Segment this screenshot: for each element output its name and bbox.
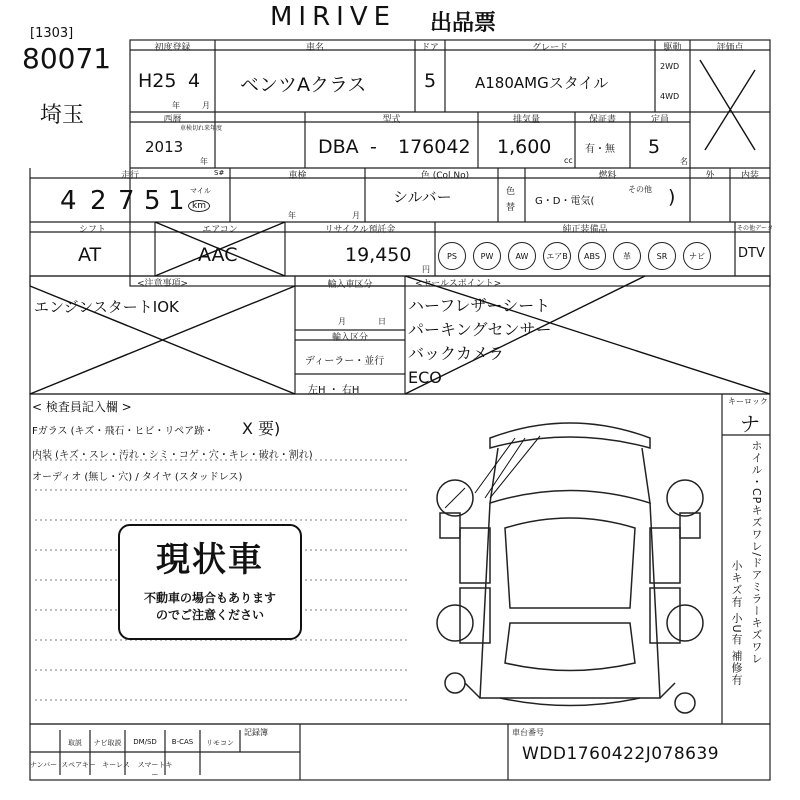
car-diagram [420,408,720,718]
mileage-unit-top: マイル [190,187,211,195]
stamp-line-2: のでご注意ください [155,608,264,622]
western-year-label: 西暦 [163,115,182,125]
sales-point-4: ECO [408,368,442,387]
capacity-label: 定員 [650,115,669,125]
warranty-label: 保証書 [588,115,616,125]
footer-item-spare-key: スペアキー [61,761,96,769]
equipment-label: 純正装備品 [562,225,608,235]
stamp-box [118,524,302,640]
region: 埼玉 [40,103,85,128]
sales-point-2: パーキングセンサー [408,320,552,339]
lot-number: 80071 [22,42,112,75]
caution-text: エンジンスタートIOK [34,298,179,316]
aircon-label: エアコン [202,225,238,235]
sales-point-list [408,294,552,390]
stamp-line-1: 不動車の場合もあります [143,591,276,605]
import-month: 月 [338,317,346,326]
outer-label: 外 [705,171,715,181]
equipment-aw: AW [508,242,536,270]
caution-label: <注意事項> [136,279,189,289]
brand-logo: MIRIVE [270,2,397,32]
equipment-airbag: エアB [543,242,571,270]
footer-item-remote: リモコン [206,739,234,747]
fuel-label: 燃料 [598,171,617,181]
vertical-note-2: 小キズ有 小U有 補修有 [730,560,743,687]
inspector-line-3: オーディオ (無し・穴) / タイヤ (スタッドレス) [32,472,243,483]
doors-label: ドア [421,43,439,53]
footer-item-smart-key: スマートキー [137,761,173,779]
keylock-label: キーロック [728,397,768,406]
footer-items-row-1 [60,738,300,748]
import-day: 日 [378,317,386,326]
color-change: 色替 [506,187,516,213]
footer-item-plate: ナンバー [30,761,58,769]
model-prefix: DBA [318,136,359,158]
vin-label: 車台番号 [512,728,544,737]
aircon-value: AAC [198,244,238,266]
fuel-options: G・D・電気( [535,196,595,207]
grade-label: グレード [531,43,568,53]
year-unit: 年 [172,101,180,110]
score-value [715,68,716,69]
form-title: 出品票 [430,11,497,36]
stamp-title: 現状車 [156,540,264,580]
western-year: 2013 [145,138,184,156]
model-dash: - [370,136,377,158]
displacement-label: 排気量 [512,115,540,125]
mileage-unit: km [188,200,210,212]
drive-4wd: 4WD [660,92,680,101]
vin-value: WDD1760422J078639 [522,744,720,764]
cc-unit: cc [564,156,573,165]
equipment-pw: PW [473,242,501,270]
equipment-leather: 革 [613,242,641,270]
import-label: 輸入車区分 [327,280,373,290]
recycle-label: リサイクル預託金 [324,225,396,235]
year-note: 車検切れ来年度 [180,125,223,132]
color-value: シルバー [393,188,452,206]
inspector-line-2: 内装 (キズ・スレ・汚れ・シミ・コゲ・穴・キレ・破れ・割れ) [32,450,313,461]
inspection-label: 車検 [288,171,307,181]
keylock-value: ナ [740,412,760,436]
mileage-digit-5: 1 [168,186,185,216]
footer-item-bcas: B-CAS [171,738,194,746]
car-name: ベンツAクラス [240,74,367,96]
inner-label: 内装 [740,171,759,181]
sales-point-label: <セールスポイント> [415,279,502,289]
mileage-digit-1: 4 [60,186,77,216]
western-year-unit: 年 [200,157,208,166]
equipment-navi: ナビ [683,242,711,270]
mileage-digit-4: 5 [144,186,161,216]
inspection-month-unit: 月 [352,211,360,220]
import-class-label: 輸入区分 [331,333,368,343]
footer-item-navi-manual: ナビ取説 [93,739,122,747]
month-unit: 月 [202,101,210,110]
reg-month: 4 [188,70,201,92]
warranty-value: 有・無 [585,144,615,155]
inspector-line-1-mark: X 要) [242,419,281,438]
footer-item-manual: 取説 [68,739,82,747]
first-reg-label: 初度登録 [154,43,191,53]
era-year: H25 [138,70,177,92]
sales-point-1: ハーフレザーシート [408,296,551,315]
equipment-abs: ABS [578,242,606,270]
inspector-line-1: Fガラス (キズ・飛石・ヒビ・リペア跡・ [32,426,215,437]
color-label: 色 (Col.No) [420,171,470,181]
score-cross [700,60,755,150]
inspection-year-unit: 年 [288,211,296,220]
equipment-list [438,242,711,270]
drive-label: 駆動 [663,43,682,53]
sales-point-3: バックカメラ [408,344,505,363]
shift-value: AT [78,244,102,266]
handle-side: 左H ・ 右H [308,385,360,396]
footer-items-row-2 [30,760,300,780]
equipment-ps: PS [438,242,466,270]
record-label: 記録簿 [244,728,268,737]
mileage-digit-3: 7 [118,186,135,216]
model-number: 176042 [398,136,471,158]
vertical-note-1: ホイル・CPキズワレ/ドアミラーキズワレ [750,440,763,666]
recycle-value: 19,450 [345,244,412,266]
yen-unit: 円 [422,265,430,274]
car-name-label: 車名 [305,43,324,53]
grade: A180AMGスタイル [475,74,609,92]
doors: 5 [424,70,437,92]
fuel-close: ) [668,186,676,208]
model-label: 型式 [382,115,401,125]
equipment-dtv: DTV [738,246,765,261]
displacement: 1,600 [497,136,552,158]
mileage-digit-2: 2 [90,186,107,216]
capacity: 5 [648,136,661,158]
mileage-label: 走行 [120,171,139,181]
s-marker: S# [214,169,225,177]
other-data-label: その他データ [737,225,774,232]
drive-2wd: 2WD [660,62,680,71]
fuel-other: その他 [628,185,652,194]
import-class: ディーラー・並行 [305,356,385,367]
lot-id: [1303] [30,26,74,41]
equipment-sr: SR [648,242,676,270]
score-label: 評価点 [716,43,744,53]
shift-label: シフト [78,225,106,235]
capacity-unit: 名 [680,157,688,166]
footer-item-keyless: キーレス [102,761,130,769]
footer-item-dm-sd: DM/SD [133,738,157,746]
inspector-label: < 検査員記入欄 > [32,400,132,414]
